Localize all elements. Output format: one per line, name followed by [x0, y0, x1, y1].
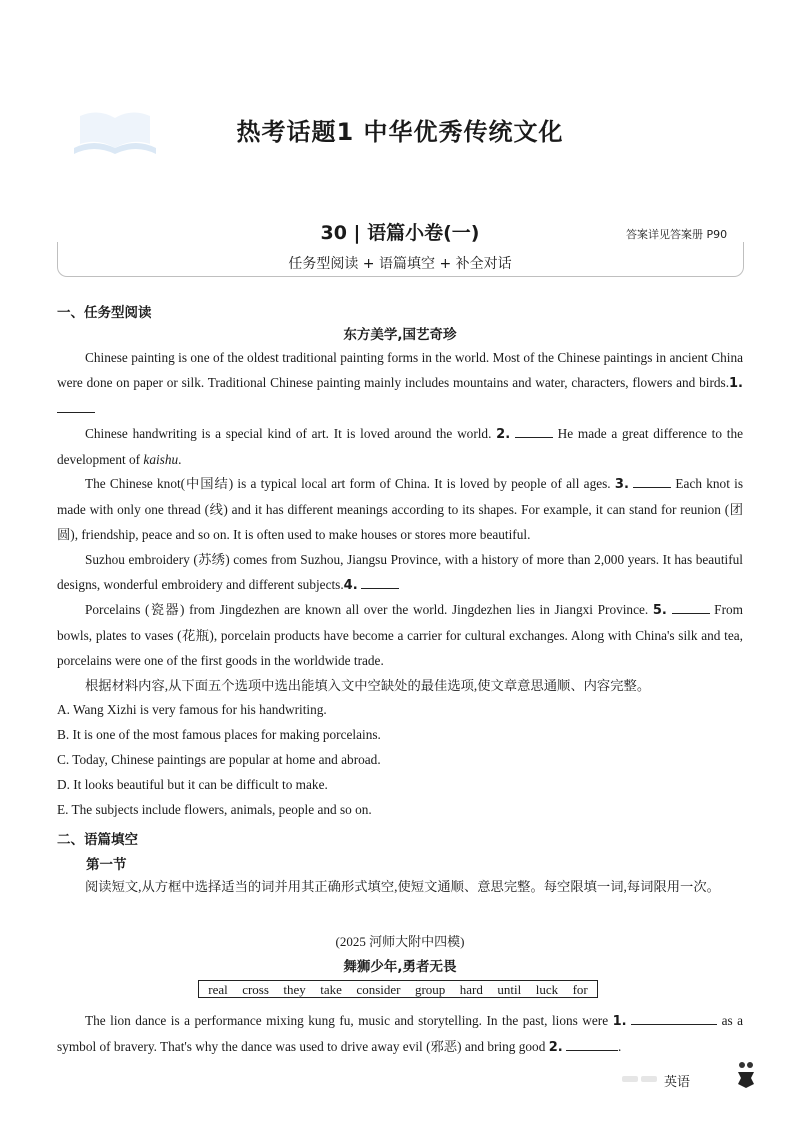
answer-blank-5[interactable]	[672, 599, 710, 614]
paragraph-5: Porcelains (瓷器) from Jingdezhen are known all over the world. Jingdezhen lies in Jiangxi Province. 5. From bowls, plates to vases (花瓶), porcelain products have become a carrier for cultural exchanges. Along with China's silk and tea, porcelains were one of the first goods in the worldwide trade.	[57, 597, 743, 674]
unit-title: 30 | 语篇小卷(一)	[320, 222, 480, 244]
word-bank-item: hard	[459, 982, 483, 997]
page-title: 热考话题1 中华优秀传统文化	[236, 118, 564, 146]
paragraph-4: Suzhou embroidery (苏绣) comes from Suzhou, Jiangsu Province, with a history of more than 2,000 years. It has beautiful designs, wonderful embroidery and different subjects.4.	[57, 552, 743, 594]
answer-blank-s2-2[interactable]	[566, 1036, 618, 1051]
source-note: (2025 河师大附中四模)	[335, 934, 465, 949]
blank-number-3: 3.	[614, 477, 629, 492]
paragraph-3: The Chinese knot(中国结) is a typical local art form of China. It is loved by people of all ages. 3. Each knot is made with only one thread (线) and it has different meanings according to its shapes. For example, it can stand for reunion (团圆), friendship, peace and so on. It is often used to make houses or stores more beautiful.	[57, 471, 743, 548]
answer-blank-2[interactable]	[515, 423, 553, 438]
paragraph-1: Chinese painting is one of the oldest traditional painting forms in the world. Most of the Chinese paintings in ancient China were done on paper or silk. Traditional Chinese painting mainly includes mountains and water, characters, flowers and birds.1.	[57, 345, 743, 422]
option-e: E. The subjects include flowers, animals, people and so on.	[57, 802, 372, 817]
blank-number-4: 4.	[343, 578, 358, 594]
section1-instruction: 根据材料内容,从下面五个选项中选出能填入文中空缺处的最佳选项,使文章意思通顺、内容完整。	[85, 678, 651, 693]
word-bank-item: they	[283, 982, 306, 997]
word-bank-item: for	[572, 982, 588, 997]
option-c: C. Today, Chinese paintings are popular at home and abroad.	[57, 752, 381, 767]
blank-number-1: 1.	[729, 376, 743, 392]
answer-blank-4[interactable]	[361, 574, 399, 589]
section2-part: 第一节	[86, 857, 127, 873]
word-bank-item: until	[497, 982, 522, 997]
answer-blank-s2-1[interactable]	[631, 1010, 717, 1025]
answer-blank-1[interactable]	[57, 398, 95, 413]
word-bank-item: take	[320, 982, 342, 997]
logo-icon	[736, 1060, 756, 1090]
word-bank-box	[198, 980, 598, 998]
word-bank-item: consider	[356, 982, 401, 997]
blank-number-2: 2.	[496, 427, 511, 442]
word-bank-item: real	[208, 982, 228, 997]
passage2-paragraph-1: The lion dance is a performance mixing kung fu, music and storytelling. In the past, lions were 1. as a symbol of bravery. That's why the dance was used to drive away evil (邪恶) and bring good 2. .	[57, 1008, 743, 1060]
passage2-title: 舞狮少年,勇者无畏	[343, 959, 457, 975]
blank-number-5: 5.	[652, 603, 667, 618]
word-bank-item: group	[414, 982, 446, 997]
footer-subject: 英语	[664, 1075, 691, 1090]
paragraph-2: Chinese handwriting is a special kind of art. It is loved around the world. 2. He made a great difference to the development of kaishu.	[57, 421, 743, 472]
option-d: D. It looks beautiful but it can be difficult to make.	[57, 777, 328, 792]
answer-blank-3[interactable]	[633, 473, 671, 488]
option-b: B. It is one of the most famous places for making porcelains.	[57, 727, 381, 742]
word-bank-item: cross	[242, 982, 269, 997]
section1-heading: 一、任务型阅读	[57, 305, 152, 321]
section2-heading: 二、语篇填空	[57, 832, 138, 848]
blank-number-s2-1: 1.	[612, 1014, 627, 1029]
word-bank-item: luck	[535, 982, 559, 997]
passage1-title: 东方美学,国艺奇珍	[343, 327, 457, 343]
blank-number-s2-2: 2.	[548, 1040, 563, 1056]
footer-decoration	[622, 1073, 658, 1085]
answer-reference: 答案详见答案册 P90	[626, 228, 728, 241]
option-a: A. Wang Xizhi is very famous for his handwriting.	[57, 702, 327, 717]
section2-instruction: 阅读短文,从方框中选择适当的词并用其正确形式填空,使短文通顺、意思完整。每空限填一词,每词限用一次。	[85, 879, 720, 894]
subtitle: 任务型阅读 + 语篇填空 + 补全对话	[288, 256, 512, 272]
